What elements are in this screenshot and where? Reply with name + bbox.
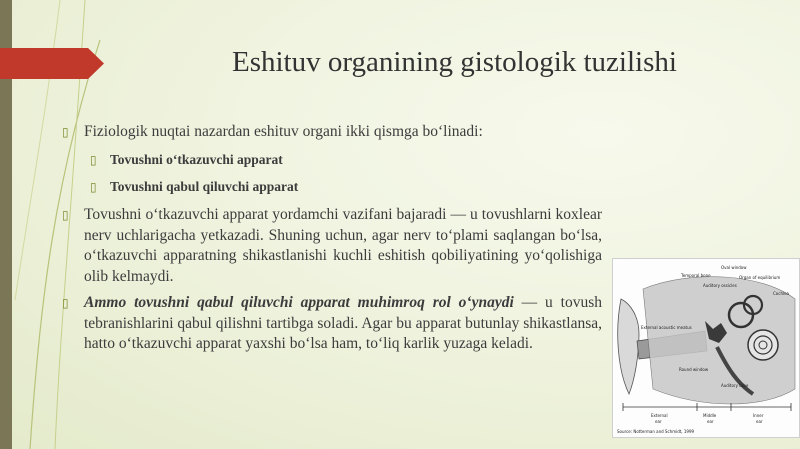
label-ear-middle: ear bbox=[707, 419, 714, 424]
paragraph-emphasis: Ammo tovushni qabul qiluvchi apparat muhimroq rol o‘ynaydi bbox=[84, 294, 514, 311]
label-external: External bbox=[651, 413, 668, 418]
paragraph-receptive bbox=[62, 293, 602, 355]
label-temporal: Temporal bone bbox=[681, 273, 711, 278]
bullet-marker-icon: ▯ bbox=[90, 153, 97, 167]
bullet-marker-icon: ▯ bbox=[90, 180, 97, 194]
label-round: Round window bbox=[679, 367, 709, 372]
slide-title: Eshituv organining gistologik tuzilishi bbox=[232, 46, 677, 78]
label-ear-external: ear bbox=[655, 419, 662, 424]
label-cochlea: Cochlea bbox=[773, 291, 789, 296]
bullet-item bbox=[62, 122, 602, 142]
ear-illustration bbox=[613, 259, 799, 437]
label-tube: Auditory tube bbox=[721, 383, 749, 388]
ear-anatomy-figure bbox=[612, 258, 800, 438]
bullet-marker-icon: ▯ bbox=[62, 296, 69, 310]
label-oval: Oval window bbox=[721, 265, 747, 270]
paragraph-text: Tovushni o‘tkazuvchi apparat yordamchi vazifani bajaradi — u tovushlarni koxlear nerv uchlarigacha yetkazadi. Shuning uchun, agar nerv to‘plami saqlangan bo‘lsa, o‘tkazuvchi apparatning shikastlanishi kuchli eshitish qobiliyatining yo‘qolishiga olib kelmaydi. bbox=[84, 206, 602, 285]
label-middle: Middle bbox=[703, 413, 717, 418]
sub-bullet-text: Tovushni o‘tkazuvchi apparat bbox=[110, 152, 283, 167]
bullet-marker-icon: ▯ bbox=[62, 208, 69, 222]
label-organ: Organ of equilibrium bbox=[739, 275, 781, 280]
sub-bullet-text: Tovushni qabul qiluvchi apparat bbox=[110, 179, 299, 194]
bullet-text: Fiziologik nuqtai nazardan eshituv organi ikki qismga bo‘linadi: bbox=[84, 123, 483, 140]
label-ossicles: Auditory ossicles bbox=[703, 283, 737, 288]
sub-bullet-item bbox=[62, 178, 602, 196]
sub-bullet-item bbox=[62, 151, 602, 169]
paragraph-text: — u tovush tebranishlarini qabul qilishni tartibga soladi. Agar bu apparat butunlay shikastlansa, hatto o‘tkazuvchi apparat yaxshi bo‘lsa ham, to‘liq karlik yuzaga keladi. bbox=[84, 294, 602, 352]
label-ear-inner: ear bbox=[756, 419, 763, 424]
label-inner: Inner bbox=[753, 413, 764, 418]
title-ribbon bbox=[0, 48, 104, 79]
figure-source: Source: Notterman and Schmidt, 1999 bbox=[617, 429, 695, 434]
paragraph-conductive bbox=[62, 205, 602, 287]
label-canal: External acoustic meatus bbox=[641, 325, 692, 330]
bullet-list bbox=[62, 122, 602, 361]
bullet-marker-icon: ▯ bbox=[62, 125, 69, 139]
